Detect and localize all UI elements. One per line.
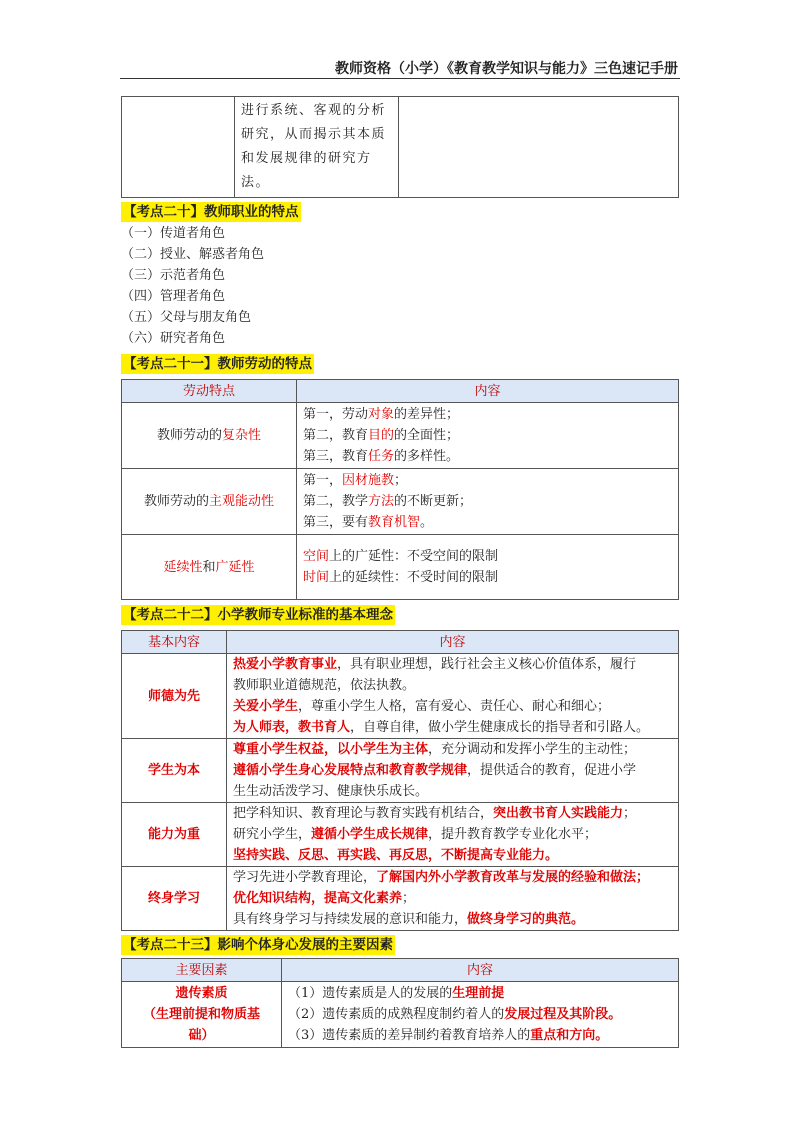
continued-line: 法。 xyxy=(241,175,271,190)
list-item: （六）研究者角色 xyxy=(121,331,226,346)
list-item: （四）管理者角色 xyxy=(121,289,226,304)
section-20-heading xyxy=(121,201,679,223)
continued-text-cell xyxy=(235,97,399,198)
column-header: 劳动特点 xyxy=(122,380,297,403)
row-key: 能力为重 xyxy=(122,803,227,867)
row-content: 第一，劳动对象的差异性； 第二，教育目的的全面性； 第三，教育任务的多样性。 xyxy=(297,403,679,469)
table-header-row xyxy=(122,959,679,982)
row-content: 学习先进小学教育理论，了解国内外小学教育改革与发展的经验和做法； 优化知识结构，提高文化素养； 具有终身学习与持续发展的意识和能力，做终身学习的典范。 xyxy=(227,867,679,931)
table-row xyxy=(122,982,679,1048)
page-content xyxy=(121,96,679,1048)
list-item: （一）传道者角色 xyxy=(121,226,226,241)
section-title: 【考点二十一】教师劳动的特点 xyxy=(123,356,312,372)
row-key: 师德为先 xyxy=(122,654,227,739)
continued-empty-cell xyxy=(122,97,235,198)
continued-table xyxy=(121,96,679,198)
section-20-list xyxy=(121,223,679,349)
table-row xyxy=(122,403,679,469)
section-22-heading xyxy=(121,604,679,626)
table-row xyxy=(122,803,679,867)
column-header: 内容 xyxy=(282,959,679,982)
section-21-heading xyxy=(121,353,679,375)
table-row xyxy=(122,739,679,803)
list-item: （三）示范者角色 xyxy=(121,268,226,283)
column-header: 基本内容 xyxy=(122,631,227,654)
column-header: 内容 xyxy=(227,631,679,654)
section-23-heading xyxy=(121,934,679,956)
row-content: 尊重小学生权益，以小学生为主体，充分调动和发挥小学生的主动性； 遵循小学生身心发展特点和教育教学规律，提供适合的教育，促进小学 生生动活泼学习、健康快乐成长。 xyxy=(227,739,679,803)
table-header-row xyxy=(122,380,679,403)
row-key: 延续性和广延性 xyxy=(122,535,297,600)
page-header-title: 教师资格（小学）《教育教学知识与能力》三色速记手册 xyxy=(335,61,678,77)
continued-line: 和发展规律的研究方 xyxy=(241,151,372,166)
list-item: （五）父母与朋友角色 xyxy=(121,310,252,325)
continued-line: 进行系统、客观的分析 xyxy=(241,103,387,118)
table-row xyxy=(122,867,679,931)
section-title: 【考点二十二】小学教师专业标准的基本理念 xyxy=(123,607,393,623)
column-header: 主要因素 xyxy=(122,959,282,982)
section-title: 【考点二十】教师职业的特点 xyxy=(123,204,299,220)
table-row xyxy=(122,535,679,600)
header-rule xyxy=(120,78,680,79)
row-content: 第一，因材施教； 第二，教学方法的不断更新； 第三，要有教育机智。 xyxy=(297,469,679,535)
page-header xyxy=(120,58,680,80)
row-content: 热爱小学教育事业，具有职业理想，践行社会主义核心价值体系，履行 教师职业道德规范，依法执教。 关爱小学生，尊重小学生人格，富有爱心、责任心、耐心和细心； 为人师表，教书育人，自尊自律，做小学生健康成长的指导者和引路人。 xyxy=(227,654,679,739)
column-header: 内容 xyxy=(297,380,679,403)
row-content: （1）遗传素质是人的发展的生理前提 （2）遗传素质的成熟程度制约着人的发展过程及其阶段。 （3）遗传素质的差异制约着教育培养人的重点和方向。 xyxy=(282,982,679,1048)
list-item: （二）授业、解惑者角色 xyxy=(121,247,265,262)
row-key: 教师劳动的复杂性 xyxy=(122,403,297,469)
table-row xyxy=(122,469,679,535)
row-content: 把学科知识、教育理论与教育实践有机结合，突出教书育人实践能力； 研究小学生，遵循小学生成长规律，提升教育教学专业化水平； 坚持实践、反思、再实践、再反思，不断提高专业能力。 xyxy=(227,803,679,867)
table-header-row xyxy=(122,631,679,654)
continued-line: 研究，从而揭示其本质 xyxy=(241,127,387,142)
section-22-table xyxy=(121,630,679,931)
section-title: 【考点二十三】影响个体身心发展的主要因素 xyxy=(123,937,393,953)
row-key: 终身学习 xyxy=(122,867,227,931)
continued-empty-cell xyxy=(399,97,679,198)
section-23-table xyxy=(121,958,679,1048)
section-21-table xyxy=(121,379,679,600)
row-content: 空间上的广延性：不受空间的限制 时间上的延续性：不受时间的限制 xyxy=(297,535,679,600)
row-key: 遗传素质 （生理前提和物质基 础） xyxy=(122,982,282,1048)
row-key: 教师劳动的主观能动性 xyxy=(122,469,297,535)
table-row xyxy=(122,654,679,739)
row-key: 学生为本 xyxy=(122,739,227,803)
